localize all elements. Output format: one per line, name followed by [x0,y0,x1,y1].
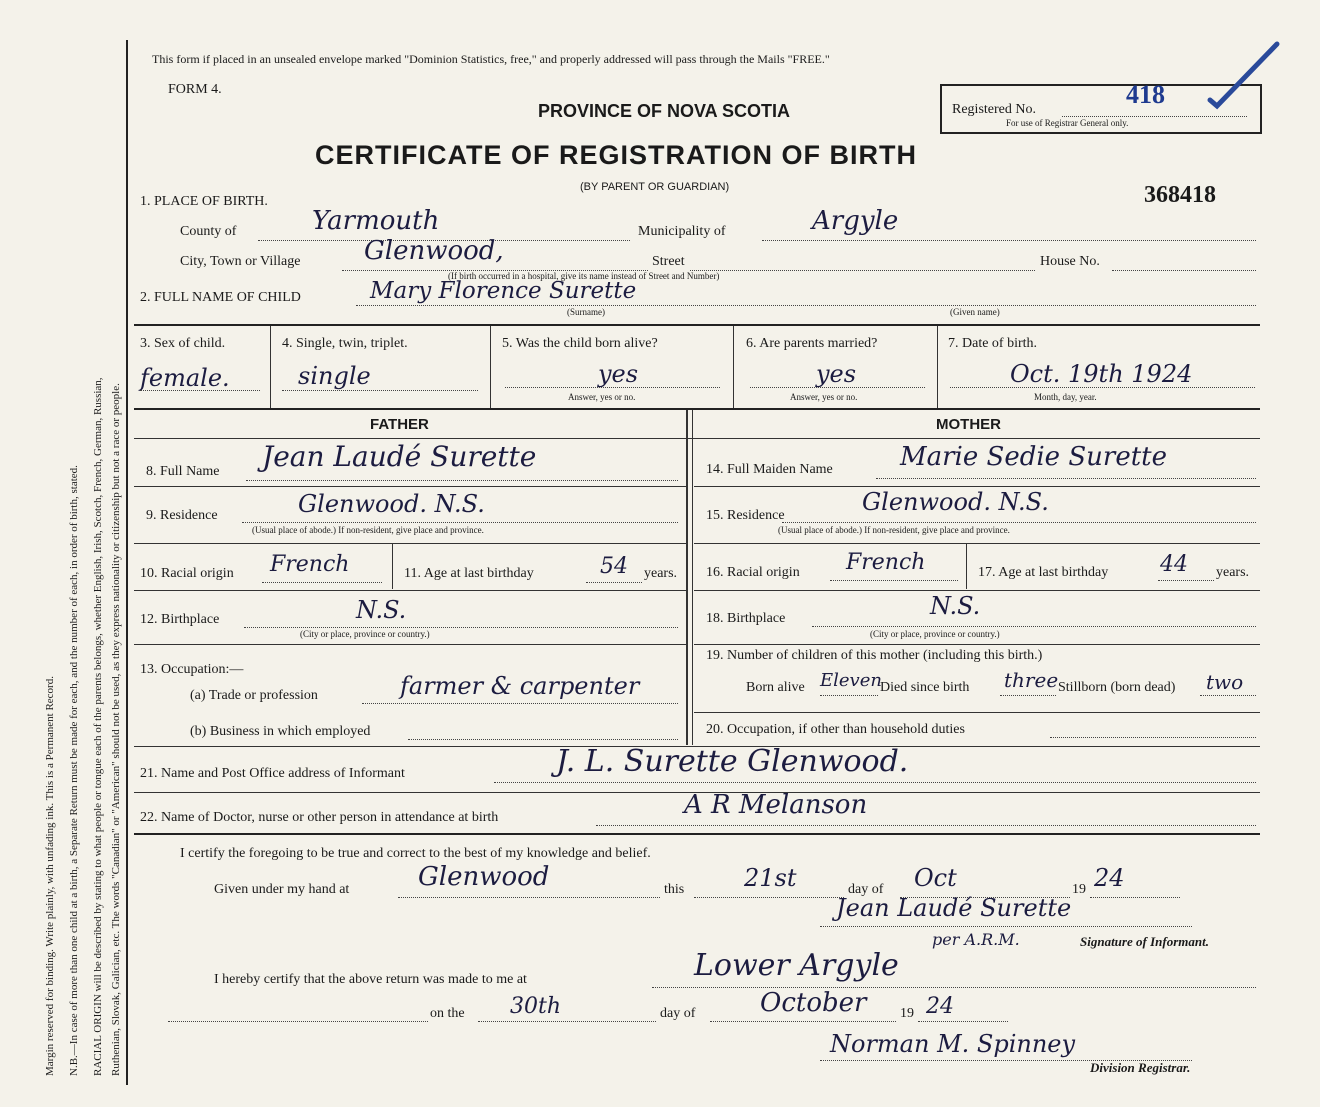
county-value: Yarmouth [312,206,440,236]
checkmark-icon [1205,38,1285,118]
certify-given-label: Given under my hand at [214,882,350,897]
father-age-years: years. [644,566,678,581]
form-number: FORM 4. [168,82,222,97]
margin-border [126,40,128,1085]
mother-birthplace-value: N.S. [930,592,981,620]
registered-value: 418 [1126,80,1165,109]
registrar-month: October [760,988,867,1018]
date-label: 7. Date of birth. [948,336,1038,351]
father-trade-label: (a) Trade or profession [190,688,318,703]
given-name-note: (Given name) [950,307,1000,317]
father-residence-label: 9. Residence [146,508,218,523]
sex-label: 3. Sex of child. [140,336,226,351]
registrar-dayof-label: day of [660,1006,696,1021]
married-value: yes [816,360,857,388]
certify-dayof-label: day of [848,882,884,897]
certify-year-prefix: 19 [1072,882,1086,897]
father-birthplace-note: (City or place, province or country.) [300,629,430,639]
margin-racial-note-2: Ruthenian, Slovak, Galician, etc. The words "Canadian" or "American" should not be used, as they express nationality or citizenship but not a race or people. [110,383,122,1076]
doctor-label: 22. Name of Doctor, nurse or other person in attendance at birth [140,810,499,825]
province-heading: PROVINCE OF NOVA SCOTIA [538,101,791,121]
married-note: Answer, yes or no. [790,392,858,402]
mother-name-label: 14. Full Maiden Name [706,462,833,477]
mother-residence-value: Glenwood. N.S. [862,488,1049,516]
registered-label: Registered No. [952,102,1036,117]
full-name-label: 2. FULL NAME OF CHILD [140,290,301,305]
mother-name-value: Marie Sedie Surette [900,442,1167,472]
margin-racial-note-1: RACIAL ORIGIN will be described by stating to what people or tongue each of the parents belongs, whether English, Irish, Scotch, French, German, Russian, [92,377,104,1076]
certify-year: 24 [1094,864,1125,892]
mother-stillborn-label: Stillborn (born dead) [1058,680,1176,695]
mother-heading: MOTHER [936,416,1001,433]
certify-place: Glenwood [418,862,550,892]
informant-signature: Jean Laudé Surette [836,894,1072,922]
mother-residence-label: 15. Residence [706,508,785,523]
street-label: Street [652,254,685,269]
margin-nb-note: N.B.—In case of more than one child at a birth, a Separate Return must be made for each, and the number of each, in order of birth, stated. [68,465,80,1076]
mother-born-alive-label: Born alive [746,680,805,695]
mother-race-label: 16. Racial origin [706,565,800,580]
father-residence-note: (Usual place of abode.) If non-resident, give place and province. [252,525,484,535]
father-business-label: (b) Business in which employed [190,724,371,739]
plurality-value: single [298,362,371,390]
born-alive-label: 5. Was the child born alive? [502,336,658,351]
mother-age-value: 44 [1160,552,1188,577]
registrar-year: 24 [926,994,954,1019]
mother-born-alive-value: Eleven [820,670,882,691]
registrar-day: 30th [510,994,562,1019]
full-name-value: Mary Florence Surette [370,278,637,304]
mother-occupation-label: 20. Occupation, if other than household duties [706,722,965,737]
mother-birthplace-label: 18. Birthplace [706,611,786,626]
hospital-note: (If birth occurred in a hospital, give its name instead of Street and Number) [448,271,720,281]
father-race-value: French [270,552,350,577]
mother-died-value: three [1004,668,1059,692]
registrar-year-prefix: 19 [900,1006,914,1021]
surname-note: (Surname) [567,307,605,317]
certify-day: 21st [744,864,797,892]
informant-label: 21. Name and Post Office address of Informant [140,766,405,781]
registrar-signature: Norman M. Spinney [830,1030,1076,1058]
father-name-value: Jean Laudé Surette [262,440,537,473]
sex-value: female. [140,364,230,392]
serial-number: 368418 [1144,182,1216,208]
informant-value: J. L. Surette Glenwood. [556,744,909,779]
registrar-place: Lower Argyle [694,948,899,983]
date-value: Oct. 19th 1924 [1010,360,1193,388]
registrar-on-label: on the [430,1006,465,1021]
father-residence-value: Glenwood. N.S. [298,490,485,518]
born-alive-value: yes [598,360,639,388]
certify-month: Oct [914,864,957,892]
certificate-subtitle: (BY PARENT OR GUARDIAN) [580,181,730,193]
father-trade-value: farmer & carpenter [400,672,640,700]
mother-children-label: 19. Number of children of this mother (including this birth.) [706,648,1043,663]
mother-race-value: French [846,550,926,575]
mother-age-label: 17. Age at last birthday [978,565,1109,580]
municipality-label: Municipality of [638,224,726,239]
registrar-signature-label: Division Registrar. [1090,1060,1191,1075]
father-birthplace-value: N.S. [356,596,407,624]
county-label: County of [180,224,237,239]
mother-residence-note: (Usual place of abode.) If non-resident, give place and province. [778,525,1010,535]
municipality-value: Argyle [812,206,899,236]
margin-binding-note: Margin reserved for binding. Write plainly, with unfading ink. This is a Permanent Record. [44,676,56,1076]
date-note: Month, day, year. [1034,392,1097,402]
registered-note: For use of Registrar General only. [1006,118,1129,128]
house-label: House No. [1040,254,1100,269]
certify-statement: I certify the foregoing to be true and correct to the best of my knowledge and belief. [180,846,651,861]
mother-birthplace-note: (City or place, province or country.) [870,629,1000,639]
father-age-label: 11. Age at last birthday [404,566,534,581]
city-value: Glenwood, [364,236,504,266]
mother-stillborn-value: two [1206,670,1244,694]
informant-signature-label: Signature of Informant. [1080,934,1209,949]
certificate-title: CERTIFICATE OF REGISTRATION OF BIRTH [315,140,917,170]
father-race-label: 10. Racial origin [140,566,234,581]
mail-notice: This form if placed in an unsealed envelope marked "Dominion Statistics, free," and properly addressed will pass through the Mails "FREE." [152,52,830,66]
married-label: 6. Are parents married? [746,336,878,351]
father-age-value: 54 [600,554,628,579]
doctor-value: A R Melanson [684,790,868,820]
mother-died-label: Died since birth [880,680,970,695]
plurality-label: 4. Single, twin, triplet. [282,336,408,351]
mother-age-years: years. [1216,565,1250,580]
certify-this-label: this [664,882,685,897]
informant-signature-per: per A.R.M. [932,930,1020,949]
father-name-label: 8. Full Name [146,464,220,479]
father-occupation-label: 13. Occupation:— [140,662,244,677]
born-alive-note: Answer, yes or no. [568,392,636,402]
city-label: City, Town or Village [180,254,301,269]
father-birthplace-label: 12. Birthplace [140,612,220,627]
place-of-birth-label: 1. PLACE OF BIRTH. [140,194,268,209]
registrar-statement: I hereby certify that the above return was made to me at [214,972,527,987]
father-heading: FATHER [370,416,429,433]
